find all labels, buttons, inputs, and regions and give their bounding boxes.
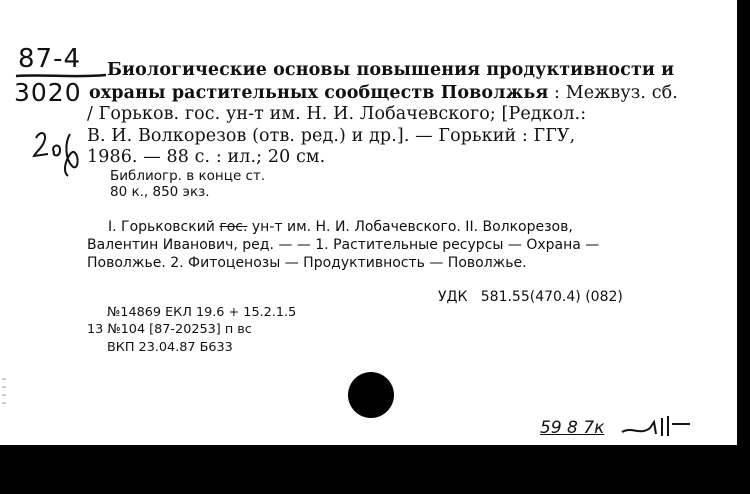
bottom-handwriting: 59 8 7к (540, 418, 605, 438)
title-line-2 (89, 83, 678, 103)
note-price: 80 к., 850 экз. (110, 184, 210, 200)
udk-code: УДК 581.55(470.4) (082) (438, 289, 623, 305)
edge-mark (2, 378, 6, 380)
tracing-1-pre: I. Горьковский (108, 219, 220, 235)
title-line-4: В. И. Волкорезов (отв. ред.) и др.]. — Горький : ГГУ, (87, 126, 576, 146)
tracing-1-struck: гос. (219, 219, 248, 235)
title-line-1 (107, 60, 674, 80)
registration-line-1: №14869 ЕКЛ 19.6 + 15.2.1.5 (107, 305, 297, 320)
edge-mark (2, 386, 6, 388)
scan-border-bottom (0, 445, 750, 494)
title-bold-2: охраны растительных сообществ Поволжья (89, 83, 549, 103)
call-number-bottom: 3020 (14, 78, 82, 107)
bottom-scribble (620, 412, 700, 440)
registration-line-3: ВКП 23.04.87 Б633 (107, 340, 233, 355)
note-bibliography: Библиогр. в конце ст. (110, 168, 266, 184)
edge-mark (2, 402, 6, 404)
title-bold-1: Биологические основы повышения продуктивности и (107, 60, 675, 80)
edge-mark (2, 394, 6, 396)
title-line-3: / Горьков. гос. ун-т им. Н. И. Лобачевского; [Редкол.: (87, 104, 587, 124)
tracing-line-2: Валентин Иванович, ред. — — 1. Растительные ресурсы — Охрана — (87, 237, 600, 253)
punch-hole (348, 372, 394, 418)
tracing-line-3: Поволжье. 2. Фитоценозы — Продуктивность — Поволжье. (87, 255, 527, 271)
handwritten-mark (30, 126, 90, 180)
title-rest-2: : Межвуз. сб. (548, 83, 678, 103)
title-line-5: 1986. — 88 с. : ил.; 20 см. (87, 147, 326, 167)
registration-line-2: 13 №104 [87-20253] п вс (87, 322, 252, 337)
tracing-line-1 (108, 219, 573, 235)
call-number-top: 87-4 (18, 44, 82, 74)
tracing-1-post: ун-т им. Н. И. Лобачевского. II. Волкорезов, (247, 219, 573, 235)
